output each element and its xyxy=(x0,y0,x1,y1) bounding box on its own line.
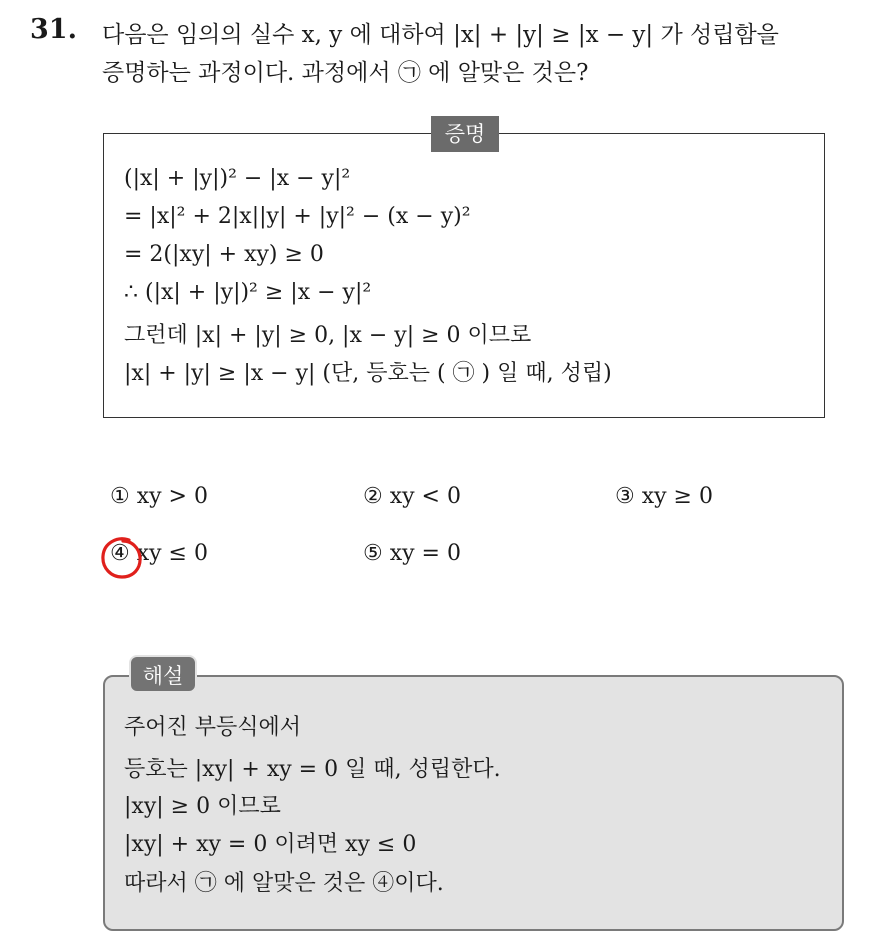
proof-line: = |x|² + 2|x||y| + |y|² − (x − y)² xyxy=(124,204,471,229)
proof-line: (|x| + |y|)² − |x − y|² xyxy=(124,166,351,191)
proof-line: |x| + |y| ≥ |x − y| (단, 등호는 ( ㉠ ) 일 때, 성립) xyxy=(124,361,612,386)
solution-line: 따라서 ㉠ 에 알맞은 것은 ④이다. xyxy=(124,871,444,896)
answer-circle-mark-icon xyxy=(99,535,145,581)
proof-line: ∴ (|x| + |y|)² ≥ |x − y|² xyxy=(124,280,372,305)
question-text-line-1: 다음은 임의의 실수 x, y 에 대하여 |x| + |y| ≥ |x − y| 가 성립함을 xyxy=(102,22,779,48)
question-text-line-2: 증명하는 과정이다. 과정에서 ㉠ 에 알맞은 것은? xyxy=(102,60,589,86)
solution-line: |xy| + xy = 0 이려면 xy ≤ 0 xyxy=(124,832,417,857)
solution-line: |xy| ≥ 0 이므로 xyxy=(124,794,281,819)
proof-line: = 2(|xy| + xy) ≥ 0 xyxy=(124,242,324,267)
choice-5[interactable]: ⑤ xy = 0 xyxy=(363,541,461,566)
solution-title: 해설 xyxy=(129,655,197,693)
solution-line: 등호는 |xy| + xy = 0 일 때, 성립한다. xyxy=(124,757,501,782)
proof-title: 증명 xyxy=(431,116,499,152)
choice-2[interactable]: ② xy < 0 xyxy=(363,484,461,509)
question-number: 31. xyxy=(30,14,77,45)
proof-line: 그런데 |x| + |y| ≥ 0, |x − y| ≥ 0 이므로 xyxy=(124,323,532,348)
choice-1[interactable]: ① xy > 0 xyxy=(110,484,208,509)
choice-3[interactable]: ③ xy ≥ 0 xyxy=(615,484,713,509)
choice-4[interactable]: ④ xy ≤ 0 xyxy=(110,541,208,566)
solution-line: 주어진 부등식에서 xyxy=(124,715,302,740)
